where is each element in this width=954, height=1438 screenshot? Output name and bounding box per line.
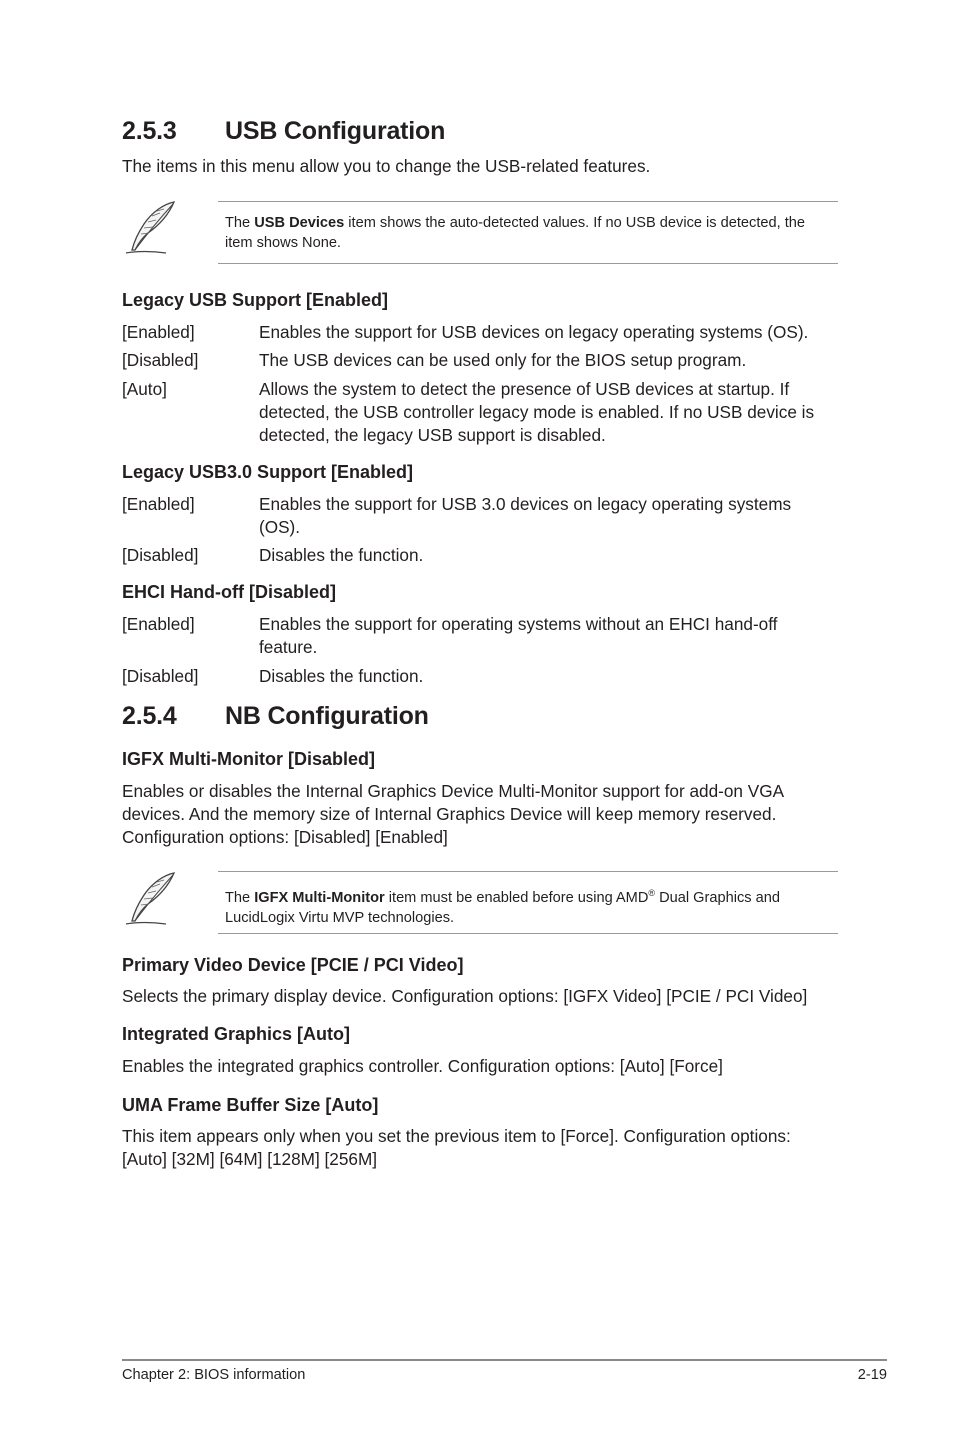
option-key: [Disabled]	[122, 545, 199, 565]
primary-video-description: Selects the primary display device. Configuration options: [IGFX Video] [PCIE / PCI Video]	[122, 986, 808, 1006]
registered-mark: ®	[648, 888, 656, 898]
igfx-description: Enables or disables the Internal Graphics Device Multi-Monitor support for add-on VGA devices. And the memory size of Internal Graphics Device will keep memory reserved. Configuration options: [Disabled] [Enabled]	[122, 781, 784, 847]
note-text: The IGFX Multi-Monitor item must be enabled before using AMD® Dual Graphics and LucidLogix Virtu MVP technologies.	[225, 888, 780, 926]
section-number: 2.5.4	[122, 702, 177, 730]
option-desc: Enables the support for USB devices on legacy operating systems (OS).	[259, 322, 809, 342]
quill-pen-icon	[122, 198, 180, 256]
option-key: [Disabled]	[122, 350, 199, 370]
heading-ehci-hand-off: EHCI Hand-off [Disabled]	[122, 582, 336, 602]
option-desc: Enables the support for USB 3.0 devices on legacy operating systems (OS).	[259, 494, 792, 537]
section-title-nb-configuration	[122, 702, 429, 731]
heading-uma-frame-buffer-size: UMA Frame Buffer Size [Auto]	[122, 1095, 379, 1115]
section-number: 2.5.3	[122, 117, 177, 145]
option-key: [Disabled]	[122, 666, 199, 686]
note-usb-devices	[218, 201, 838, 264]
heading-legacy-usb-support: Legacy USB Support [Enabled]	[122, 290, 389, 310]
footer-rule	[122, 1359, 887, 1361]
option-desc: Disables the function.	[259, 545, 424, 565]
section-intro: The items in this menu allow you to change the USB-related features.	[122, 156, 651, 176]
option-key: [Auto]	[122, 379, 167, 399]
uma-description: This item appears only when you set the previous item to [Force]. Configuration options: [Auto] [32M] [64M] [128M] [256M]	[122, 1126, 791, 1169]
section-title-text: NB Configuration	[225, 702, 429, 730]
note-bold-term: USB Devices	[254, 215, 345, 231]
section-title-usb-configuration	[122, 117, 445, 146]
quill-pen-icon	[122, 869, 180, 927]
heading-primary-video-device: Primary Video Device [PCIE / PCI Video]	[122, 955, 464, 975]
option-desc: The USB devices can be used only for the BIOS setup program.	[259, 350, 747, 370]
option-desc: Disables the function.	[259, 666, 424, 686]
option-key: [Enabled]	[122, 322, 195, 342]
option-key: [Enabled]	[122, 614, 195, 634]
heading-integrated-graphics: Integrated Graphics [Auto]	[122, 1024, 351, 1044]
heading-legacy-usb3-support: Legacy USB3.0 Support [Enabled]	[122, 462, 414, 482]
integrated-graphics-description: Enables the integrated graphics controller. Configuration options: [Auto] [Force]	[122, 1056, 723, 1076]
heading-igfx-multi-monitor: IGFX Multi-Monitor [Disabled]	[122, 749, 375, 769]
footer-chapter: Chapter 2: BIOS information	[122, 1367, 306, 1383]
option-key: [Enabled]	[122, 494, 195, 514]
footer-page-number: 2-19	[857, 1367, 887, 1383]
note-igfx-multi-monitor	[218, 871, 838, 934]
option-desc: Allows the system to detect the presence of USB devices at startup. If detected, the USB controller legacy mode is enabled. If no USB device is detected, the legacy USB support is disabled.	[259, 379, 815, 445]
section-title-text: USB Configuration	[225, 117, 446, 145]
note-bold-term: IGFX Multi-Monitor	[254, 889, 385, 906]
option-desc: Enables the support for operating systems without an EHCI hand-off feature.	[259, 614, 778, 657]
note-text: The USB Devices item shows the auto-detected values. If no USB device is detected, the item shows None.	[225, 215, 806, 251]
